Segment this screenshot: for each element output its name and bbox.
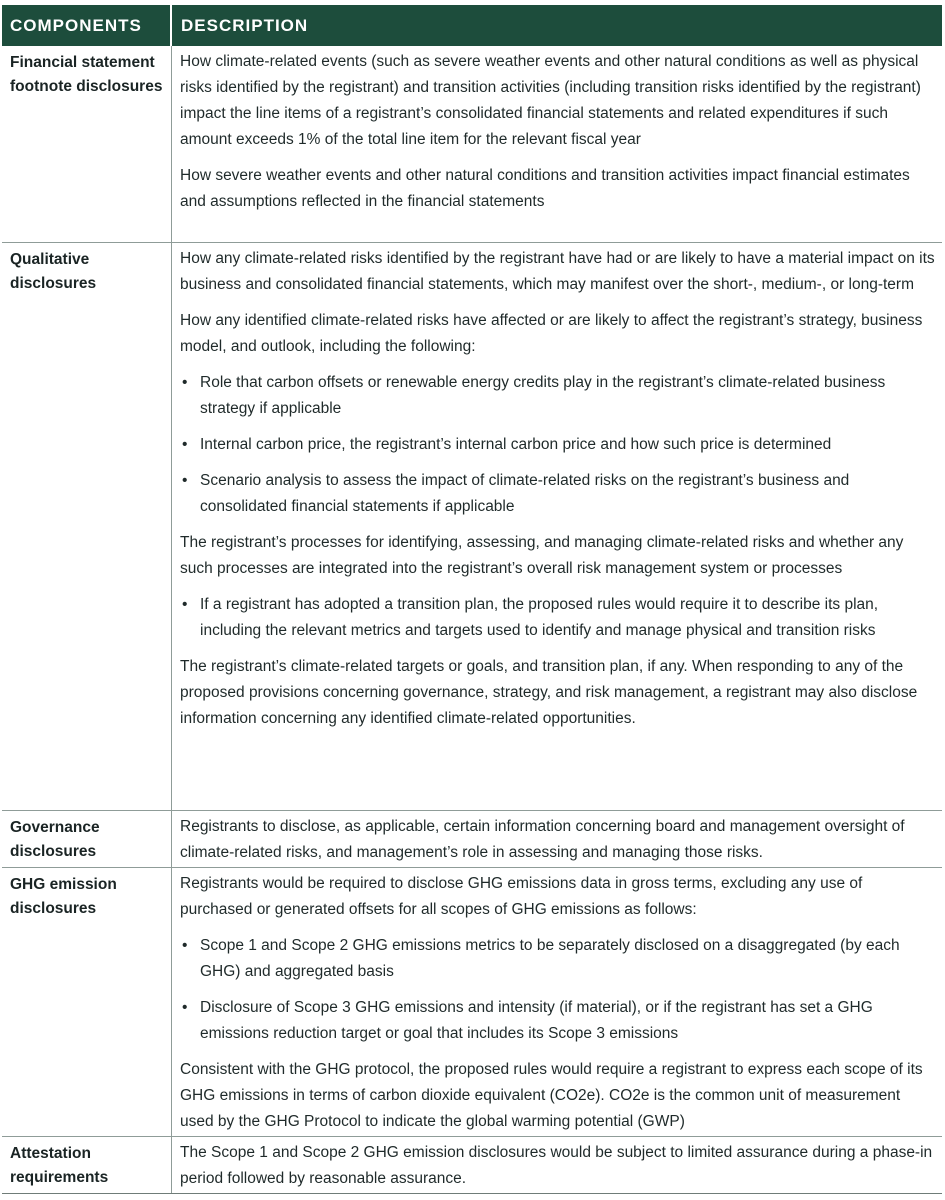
description-paragraph: How severe weather events and other natural conditions and transition activities impact financial estimates and assumptions reflected in the financial statements — [180, 167, 910, 210]
description-cell — [172, 243, 942, 810]
description-paragraph: The Scope 1 and Scope 2 GHG emission disclosures would be subject to limited assurance during a phase-in period followed by reasonable assurance. — [180, 1144, 933, 1187]
component-label: Governance disclosures — [2, 811, 172, 867]
component-label: Attestation requirements — [2, 1137, 172, 1193]
bullet-list — [180, 933, 936, 1047]
description-paragraph: How climate-related events (such as severe weather events and other natural conditions as well as physical risks identified by the registrant) and transition activities (including transition risks identified by the registrant) impact the line items of a registrant’s consolidated financial statements and related expenditures if such amount exceeds 1% of the total line item for the relevant fiscal year — [180, 53, 921, 148]
description-cell — [172, 46, 942, 242]
table-row — [2, 868, 942, 1137]
table-row — [2, 243, 942, 811]
description-cell — [172, 868, 942, 1136]
component-label: Qualitative disclosures — [2, 243, 172, 810]
component-label: Financial statement footnote disclosures — [2, 46, 172, 242]
description-cell — [172, 811, 942, 867]
description-paragraph: Consistent with the GHG protocol, the proposed rules would require a registrant to express each scope of its GHG emissions in terms of carbon dioxide equivalent (CO2e). CO2e is the common unit of measurement used by the GHG Protocol to indicate the global warming potential (GWP) — [180, 1061, 923, 1130]
description-paragraph: Registrants would be required to disclose GHG emissions data in gross terms, excluding any use of purchased or generated offsets for all scopes of GHG emissions as follows: — [180, 875, 863, 918]
description-paragraph: Registrants to disclose, as applicable, certain information concerning board and management oversight of climate-related risks, and management’s role in assessing and managing those risks. — [180, 818, 905, 861]
description-paragraph: The registrant’s processes for identifying, assessing, and managing climate-related risks and whether any such processes are integrated into the registrant’s overall risk management system or processes — [180, 534, 904, 577]
list-item: • Role that carbon offsets or renewable energy credits play in the registrant’s climate-related business strategy if applicable — [180, 370, 936, 422]
list-item: • Disclosure of Scope 3 GHG emissions and intensity (if material), or if the registrant has set a GHG emissions reduction target or goal that includes its Scope 3 emissions — [180, 995, 936, 1047]
table-row — [2, 1137, 942, 1194]
list-item: • If a registrant has adopted a transition plan, the proposed rules would require it to describe its plan, including the relevant metrics and targets used to identify and manage physical and transition risks — [180, 592, 936, 644]
table-header — [2, 5, 942, 46]
header-description: DESCRIPTION — [181, 16, 309, 35]
list-item: • Internal carbon price, the registrant’s internal carbon price and how such price is determined — [180, 432, 936, 458]
description-paragraph: The registrant’s climate-related targets or goals, and transition plan, if any. When responding to any of the proposed provisions concerning governance, strategy, and risk management, a registrant may also disclose information concerning any identified climate-related opportunities. — [180, 658, 918, 727]
list-item: • Scenario analysis to assess the impact of climate-related risks on the registrant’s business and consolidated financial statements if applicable — [180, 468, 936, 520]
table-row — [2, 46, 942, 243]
component-label: GHG emission disclosures — [2, 868, 172, 1136]
bullet-list — [180, 370, 936, 520]
disclosure-table — [2, 5, 942, 1194]
description-cell — [172, 1137, 942, 1193]
description-paragraph: How any identified climate-related risks have affected or are likely to affect the registrant’s strategy, business model, and outlook, including the following: — [180, 312, 923, 355]
bullet-list — [180, 592, 936, 644]
table-row — [2, 811, 942, 868]
header-components: COMPONENTS — [2, 5, 172, 46]
list-item: • Scope 1 and Scope 2 GHG emissions metrics to be separately disclosed on a disaggregated (by each GHG) and aggregated basis — [180, 933, 936, 985]
description-paragraph: How any climate-related risks identified by the registrant have had or are likely to have a material impact on its business and consolidated financial statements, which may manifest over the short-, medium-, or long-term — [180, 250, 935, 293]
